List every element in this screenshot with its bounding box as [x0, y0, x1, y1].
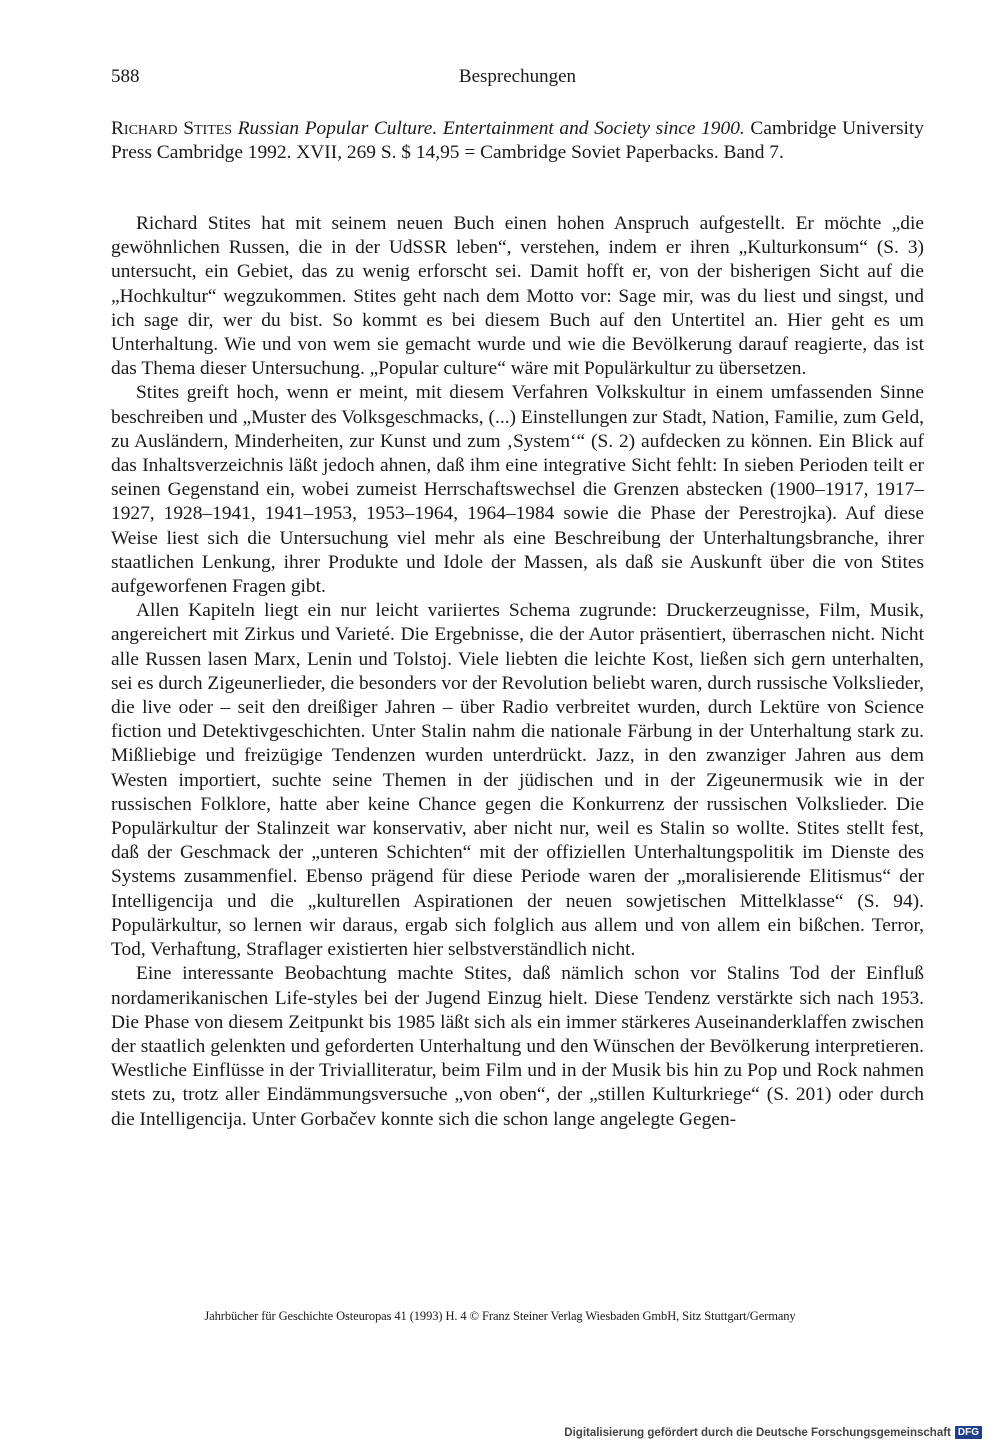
page-header	[111, 66, 924, 96]
journal-footer: Jahrbücher für Geschichte Osteuropas 41 (1993) H. 4 © Franz Steiner Verlag Wiesbaden GmbH, Sitz Stuttgart/Germany	[204, 1309, 796, 1323]
review-body	[111, 212, 924, 1132]
review-paragraph-4: Eine interessante Beobachtung machte Stites, daß nämlich schon vor Stalins Tod der Einfluß nordamerikanischen Life-styles bei der Jugend Einzug hielt. Diese Tendenz verstärkte sich nach 1953. Die Phase von diesem Zeitpunkt bis 1985 läßt sich als ein immer stärkeres Auseinanderklaffen zwischen der staatlich gelenkten und geforderten Unterhaltung und den Wünschen der Bevölkerung interpretieren. Westliche Einflüsse in der Trivialliteratur, beim Film und in der Musik bis hin zu Pop und Rock nahmen stets zu, trotz aller Eindämmungsversuche „von oben“, der „stillen Kulturkriege“ (S. 201) oder durch die Intelligencija. Unter Gorbačev konnte sich die schon lange angelegte Gegen-	[111, 963, 924, 1130]
review-paragraph-1: Richard Stites hat mit seinem neuen Buch einen hohen Anspruch aufgestellt. Er möchte „die gewöhnlichen Russen, die in der UdSSR leben“, verstehen, indem er ihren „Kulturkonsum“ (S. 3) untersucht, ein Gebiet, das zu wenig erforscht sei. Damit hofft er, von der bisherigen Sicht auf die „Hochkultur“ wegzukommen. Stites geht nach dem Motto vor: Sage mir, was du liest und singst, und ich sage dir, wer du bist. So kommt es bei diesem Buch auf den Untertitel an. Hier geht es um Unterhaltung. Wie und von wem sie gemacht wurde und wie die Bevölkerung darauf reagierte, das ist das Thema dieser Untersuchung. „Popular culture“ wäre mit Populärkultur zu übersetzen.	[111, 213, 924, 380]
review-paragraph-3: Allen Kapiteln liegt ein nur leicht variiertes Schema zugrunde: Druckerzeugnisse, Film, Musik, angereichert mit Zirkus und Varieté. Die Ergebnisse, die der Autor präsentiert, überraschen nicht. Nicht alle Russen lasen Marx, Lenin und Tolstoj. Viele liebten die leichte Kost, ließen sich gern unterhalten, sei es durch Zigeunerlieder, die besonders vor der Revolution beliebt waren, durch russische Volkslieder, die live oder – seit den dreißiger Jahren – über Radio verbreitet wurden, durch Lektüre von Science fiction und Detektivgeschichten. Unter Stalin nahm die nationale Färbung in der Unterhaltung stark zu. Mißliebige und freizügige Tendenzen wurden unterdrückt. Jazz, in den zwanziger Jahren aus dem Westen importiert, suchte seine Themen in der jüdischen und in der Zigeunermusik wie in der russischen Folklore, hatte aber keine Chance gegen die Konkurrenz der russischen Volkslieder. Die Populärkultur der Stalinzeit war konservativ, aber nicht nur, weil es Stalin so wollte. Stites stellt fest, daß der Geschmack der „unteren Schichten“ mit der offiziellen Unterhaltungspolitik im Dienste des Systems zusammenfiel. Ebenso prägend für diese Periode waren der „moralisierende Elitismus“ der Intelligencija und die „kulturellen Aspirationen der neuen sowjetischen Mittelklasse“ (S. 94). Populärkultur, so lernen wir daraus, ergab sich folglich aus allem und von allem ein bißchen. Terror, Tod, Verhaftung, Straflager existierten hier selbstverständlich nicht.	[111, 600, 924, 961]
page-number: 588	[111, 66, 140, 87]
running-head: Besprechungen	[458, 66, 577, 87]
citation-author: Richard Stites	[111, 118, 233, 139]
book-citation	[111, 117, 924, 165]
citation-publication: Cambridge University Press Cambridge 1992. XVII, 269 S. $ 14,95 = Cambridge Soviet Paperbacks. Band 7.	[111, 118, 924, 163]
review-paragraph-2: Stites greift hoch, wenn er meint, mit diesem Verfahren Volkskultur in einem umfassenden Sinne beschreiben und „Muster des Volksgeschmacks, (...) Einstellungen zur Stadt, Nation, Familie, zum Geld, zu Ausländern, Minderheiten, zur Kunst und zum ‚System‘“ (S. 2) aufdecken zu können. Ein Blick auf das Inhaltsverzeichnis läßt jedoch ahnen, daß ihm eine integrative Sicht fehlt: In sieben Perioden teilt er seinen Gegenstand ein, wobei zumeist Herrschaftswechsel die Grenzen abstecken (1900–1917, 1917–1927, 1928–1941, 1941–1953, 1953–1964, 1964–1984 sowie die Phase der Perestrojka). Auf diese Weise liest sich die Untersuchung viel mehr als eine Beschreibung der Unterhaltungsbranche, ihrer staatlichen Lenkung, ihrer Produkte und Idole der Massen, als daß sie Auskunft über die von Stites aufgeworfenen Fragen gibt.	[111, 382, 924, 598]
digitization-note: Digitalisierung gefördert durch die Deutsche Forschungsgemeinschaft	[564, 1426, 951, 1439]
dfg-logo-icon: DFG	[955, 1426, 982, 1439]
digitization-banner	[564, 1426, 982, 1439]
citation-title: Russian Popular Culture. Entertainment and Society since 1900.	[237, 118, 745, 139]
